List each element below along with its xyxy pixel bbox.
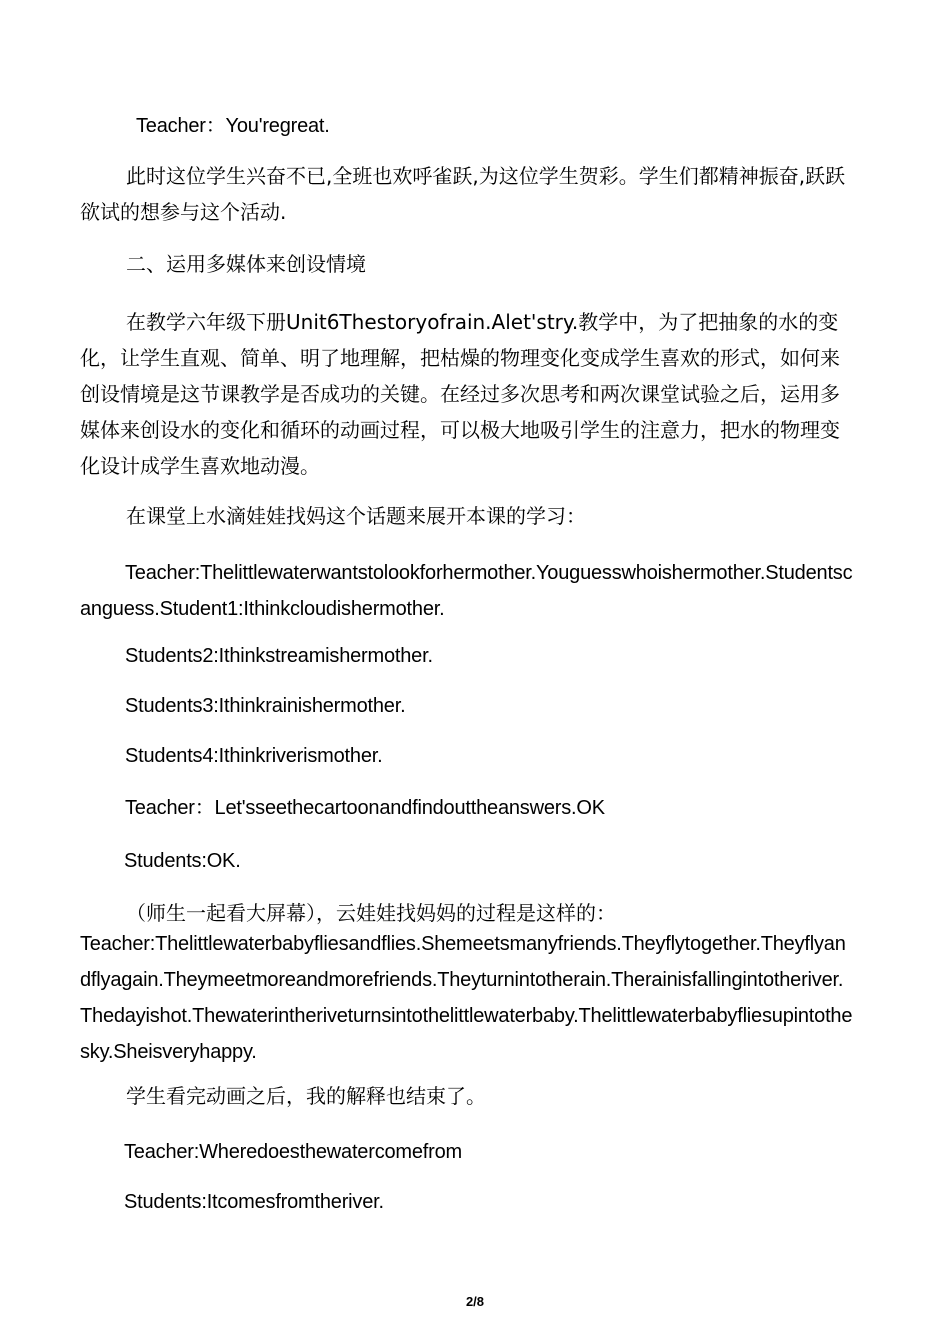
paragraph-class-reaction: 此时这位学生兴奋不已,全班也欢呼雀跃,为这位学生贺彩。学生们都精神振奋,跃跃欲试的想参与这个活动.: [80, 164, 846, 224]
paragraph-after-animation: 学生看完动画之后，我的解释也结束了。: [126, 1084, 486, 1108]
teacher-praise: Teacher：You'regreat.: [136, 115, 330, 137]
paragraph-watch-screen: （师生一起看大屏幕），云娃娃找妈妈的过程是这样的：: [126, 901, 616, 925]
dialogue-students-river: Students:Itcomesfromtheriver.: [124, 1191, 384, 1213]
section-heading-multimedia: 二、运用多媒体来创设情境: [126, 252, 366, 276]
dialogue-teacher-cartoon: Teacher：Let'sseethecartoonandfindouttheanswers.OK: [125, 797, 605, 819]
dialogue-teacher-story: Teacher:Thelittlewaterbabyfliesandflies.Shemeetsmanyfriends.Theyflytogether.Theyflyandflyagain.Theymeetmoreandmorefriends.Theyturnintotherain.Therainisfallingintotheriver.Thedayishot.Thewaterintheriveturnsintothelittlewaterbaby.Thelittlewaterbabyfliesupintothesky.Sheisveryhappy.: [80, 933, 853, 1063]
paragraph-topic-intro: 在课堂上水滴娃娃找妈这个话题来展开本课的学习：: [126, 504, 586, 528]
dialogue-teacher-where: Teacher:Wheredoesthewatercomefrom: [124, 1141, 462, 1163]
dialogue-teacher-question: Teacher:Thelittlewaterwantstolookforhermother.Youguesswhoishermother.Studentscanguess.Student1:Ithinkcloudishermother.: [80, 562, 853, 620]
dialogue-student3: Students3:Ithinkrainishermother.: [125, 695, 406, 717]
dialogue-student4: Students4:Ithinkriverismother.: [125, 745, 383, 767]
dialogue-students-ok: Students:OK.: [124, 850, 241, 872]
paragraph-multimedia-intro: 在教学六年级下册Unit6Thestoryofrain.Alet'stry.教学中，为了把抽象的水的变化，让学生直观、简单、明了地理解，把枯燥的物理变化变成学生喜欢的形式，如何来创设情境是这节课教学是否成功的关键。在经过多次思考和两次课堂试验之后，运用多媒体来创设水的变化和循环的动画过程，可以极大地吸引学生的注意力，把水的物理变化设计成学生喜欢地动漫。: [80, 310, 840, 478]
dialogue-student2: Students2:Ithinkstreamishermother.: [125, 645, 433, 667]
page-number: 2/8: [465, 1294, 485, 1309]
